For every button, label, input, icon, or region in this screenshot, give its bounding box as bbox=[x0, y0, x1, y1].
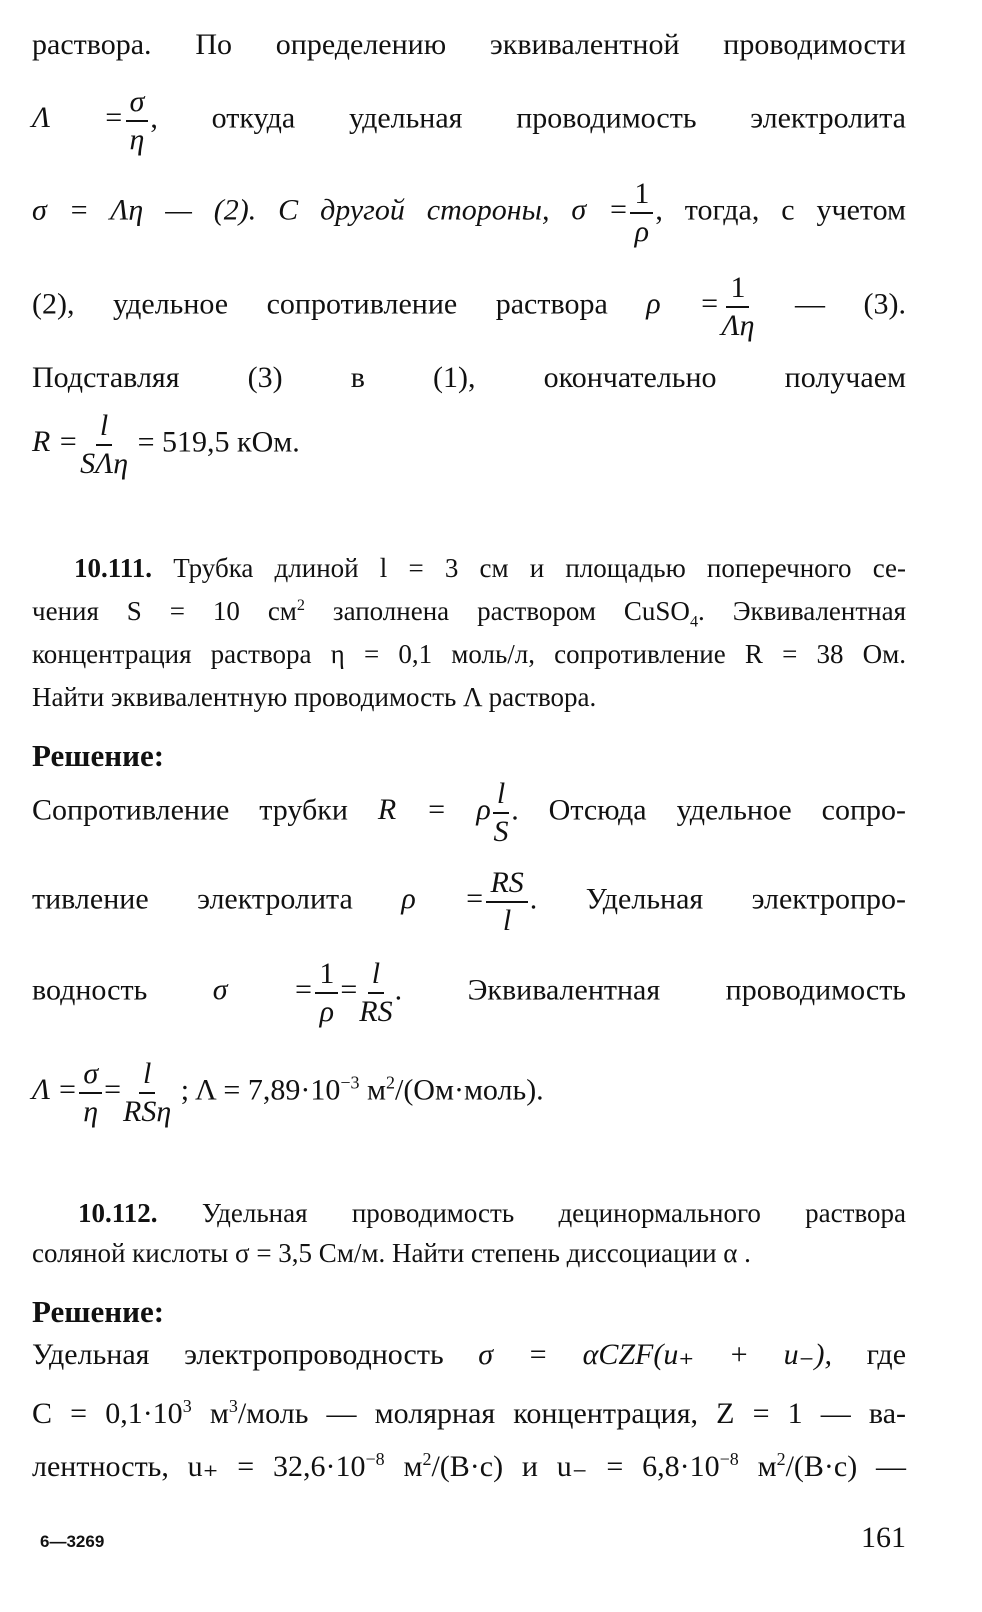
solution-line: водность σ = $\frac{1}{\rho}$ = $\frac{l}{RS}$ . Эквивалентная проводимость bbox=[32, 957, 906, 1028]
problem-statement-line: 10.111. Трубка длиной l = 3 см и площадью поперечного се- bbox=[74, 553, 906, 583]
fraction: $\frac{l}{RS}$ bbox=[359, 957, 393, 1028]
fraction: $\frac{1}{\rho}$ bbox=[315, 958, 338, 1027]
fraction: $\frac{\sigma}{\eta}$ bbox=[79, 1058, 102, 1127]
problem-statement-line: концентрация раствора η = 0,1 моль/л, сопротивление R = 38 Ом. bbox=[32, 639, 906, 669]
formula: Λ = $\frac{\sigma}{\eta}$ bbox=[32, 101, 150, 134]
problem-statement-line: Найти эквивалентную проводимость Λ раствора. bbox=[32, 682, 597, 712]
formula: σ = $\frac{1}{\rho}$ = $\frac{l}{RS}$ bbox=[212, 957, 393, 1028]
text-line-with-formula: Λ = $\frac{\sigma}{\eta}$ , откуда удельная проводимость электролита bbox=[32, 85, 906, 156]
text-line-with-formula: R = $\frac{l}{\text{SΛη}}$ = 519,5 кОм. bbox=[32, 409, 300, 480]
fraction: $\frac{l}{\text{SΛη}}$ bbox=[80, 409, 129, 480]
formula: ρ = $\frac{1}{\Lambda\eta}$ bbox=[646, 271, 755, 342]
solution-line: Λ = $\frac{\sigma}{\eta}$ = $\frac{l}{\text{RSη}}$ ; $\Lambda = 7,89\cdot 10^{-3}$ $м^2/(Ом\cdot моль)$. bbox=[32, 1057, 544, 1128]
problem-statement-line: 10.112. Удельная проводимость децинормального раствора bbox=[78, 1198, 906, 1228]
formula: σ = $\frac{1}{\rho}$ bbox=[571, 193, 655, 226]
fraction: $\frac{1}{\rho}$ bbox=[630, 178, 653, 247]
formula: R = ρ $\frac{l}{S}$ bbox=[377, 777, 509, 848]
text-line: Подставляя (3) в (1), окончательно получаем bbox=[32, 361, 906, 394]
fraction: $\frac{\sigma}{\eta}$ bbox=[126, 86, 149, 155]
fraction: $\frac{RS}{l}$ bbox=[486, 867, 527, 936]
formula: Λ = $\frac{\sigma}{\eta}$ = $\frac{l}{\text{RSη}}$ bbox=[32, 1057, 172, 1128]
solution-line: лентность, $u_+ = 32,6\cdot 10^{-8}$ $м^2/(В\cdot с)$ и $u_- = 6,8\cdot 10^{-8}$ $м^2/(В\cdot с)$ — bbox=[32, 1449, 907, 1483]
printer-signature: 6—3269 bbox=[40, 1532, 105, 1551]
fraction: $\frac{l}{S}$ bbox=[493, 777, 509, 848]
problem-number: 10.112. bbox=[78, 1198, 158, 1228]
text-line-with-formula: σ = Λη — (2). С другой стороны, σ = $\frac{1}{\rho}$ , тогда, с учетом bbox=[32, 177, 907, 248]
solution-heading: Решение: bbox=[32, 738, 165, 773]
solution-heading: Решение: bbox=[32, 1294, 165, 1329]
solution-line: Удельная электропроводность σ = αCZF(u₊ + u₋), где bbox=[32, 1338, 907, 1371]
text-line-with-formula: (2), удельное сопротивление раствора ρ = $\frac{1}{\Lambda\eta}$ — (3). bbox=[32, 271, 907, 342]
formula: ρ = $\frac{RS}{l}$ bbox=[401, 882, 529, 915]
page-number: 161 bbox=[861, 1521, 906, 1554]
formula: σ = αCZF(u₊ + u₋), bbox=[478, 1338, 832, 1371]
solution-line: тивление электролита ρ = $\frac{RS}{l}$ . Удельная электропро- bbox=[32, 866, 906, 937]
fraction: $\frac{1}{\Lambda\eta}$ bbox=[721, 271, 755, 342]
problem-statement-line: соляной кислоты σ = 3,5 См/м. Найти степень диссоциации α . bbox=[32, 1238, 751, 1268]
text-line bbox=[32, 30, 906, 60]
solution-line: $C = 0,1\cdot 10^3$ $м^3$/моль — молярная концентрация, Z = 1 — ва- bbox=[32, 1396, 907, 1430]
formula: R = $\frac{l}{\text{SΛη}}$ bbox=[32, 409, 129, 480]
fraction: $\frac{l}{\text{RSη}}$ bbox=[123, 1057, 172, 1128]
solution-line: Сопротивление трубки R = ρ $\frac{l}{S}$ . Отсюда удельное сопро- bbox=[32, 777, 907, 848]
problem-number: 10.111. bbox=[74, 553, 153, 583]
problem-statement-line: чения S = 10 $см^2$ заполнена раствором CuSO$_4$. Эквивалентная bbox=[32, 596, 907, 631]
text-line-content: раствора. По определению эквивалентной проводимости bbox=[32, 28, 906, 61]
